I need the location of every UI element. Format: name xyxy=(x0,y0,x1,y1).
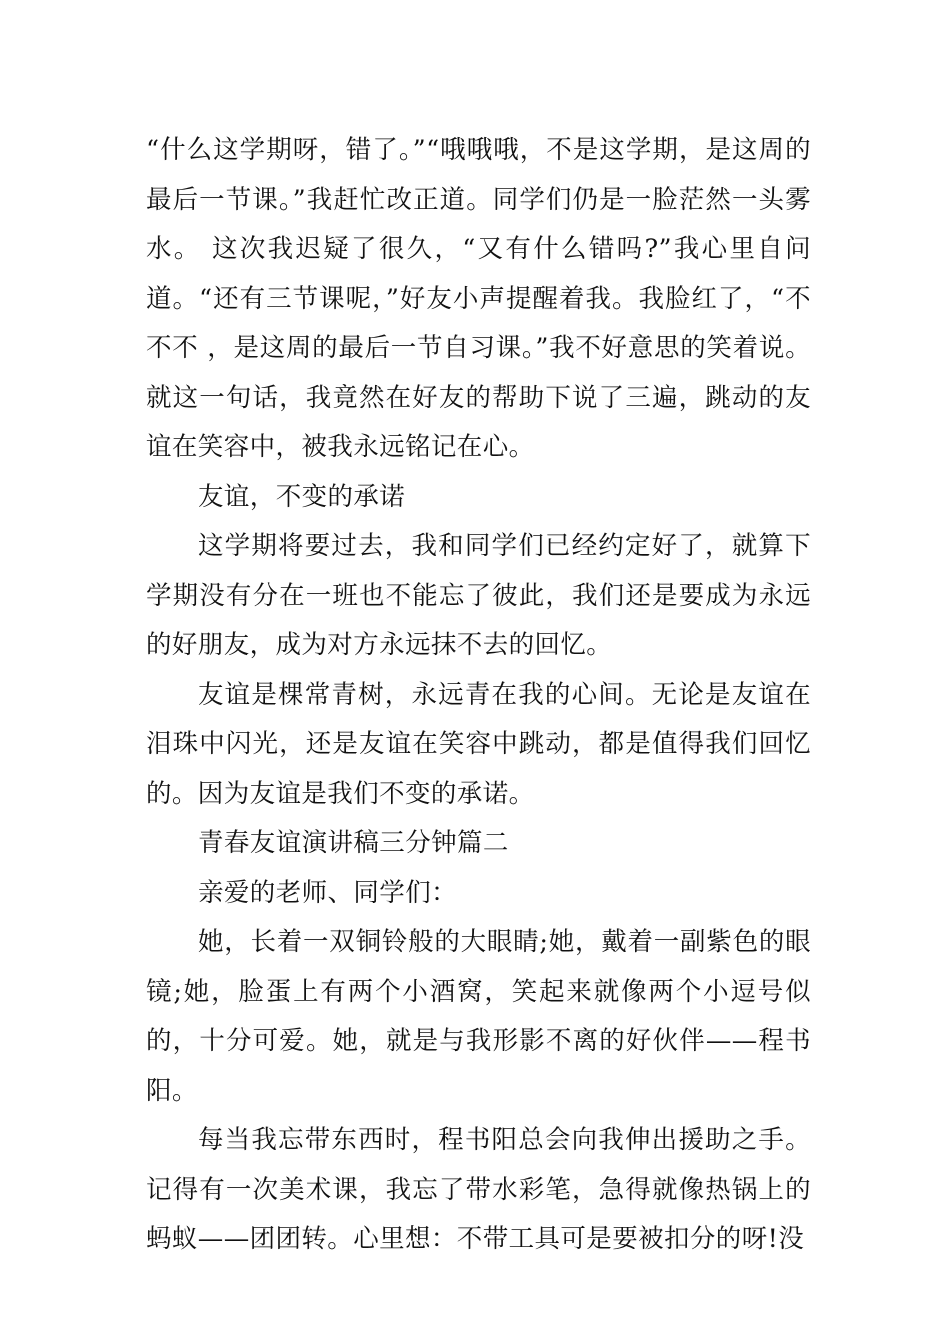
section-heading-friendship-promise: 友谊，不变的承诺 xyxy=(198,481,406,512)
paragraph-1: “什么这学期呀，错了。”“哦哦哦，不是这学期，是这周的最后一节课。”我赶忙改正道。同学们仍是一脸茫然一头雾水。 这次我迟疑了很久，“又有什么错吗?”我心里自问道。“还有三节课呢，”好友小声提醒着我。我脸红了，“不不不 ，是这周的最后一节自习课。”我不好意思的笑着说。就这一句话，我竟然在好友的帮助下说了三遍，跳动的友谊在笑容中，被我永远铭记在心。 xyxy=(146,135,811,462)
paragraph-2: 这学期将要过去，我和同学们已经约定好了，就算下学期没有分在一班也不能忘了彼此，我们还是要成为永远的好朋友，成为对方永远抹不去的回忆。 xyxy=(146,531,811,660)
document-body xyxy=(146,126,811,1265)
paragraph-4: 她，长着一双铜铃般的大眼睛;她，戴着一副紫色的眼镜;她，脸蛋上有两个小酒窝，笑起来就像两个小逗号似的，十分可爱。她，就是与我形影不离的好伙伴——程书阳。 xyxy=(146,927,811,1106)
salutation: 亲爱的老师、同学们： xyxy=(198,877,458,908)
paragraph-5: 每当我忘带东西时，程书阳总会向我伸出援助之手。记得有一次美术课，我忘了带水彩笔，急得就像热锅上的蚂蚁——团团转。心里想：不带工具可是要被扣分的呀!没 xyxy=(146,1125,811,1254)
paragraph-3: 友谊是棵常青树，永远青在我的心间。无论是友谊在泪珠中闪光，还是友谊在笑容中跳动，都是值得我们回忆的。因为友谊是我们不变的承诺。 xyxy=(146,679,811,809)
article-title-part-two: 青春友谊演讲稿三分钟篇二 xyxy=(198,828,509,858)
